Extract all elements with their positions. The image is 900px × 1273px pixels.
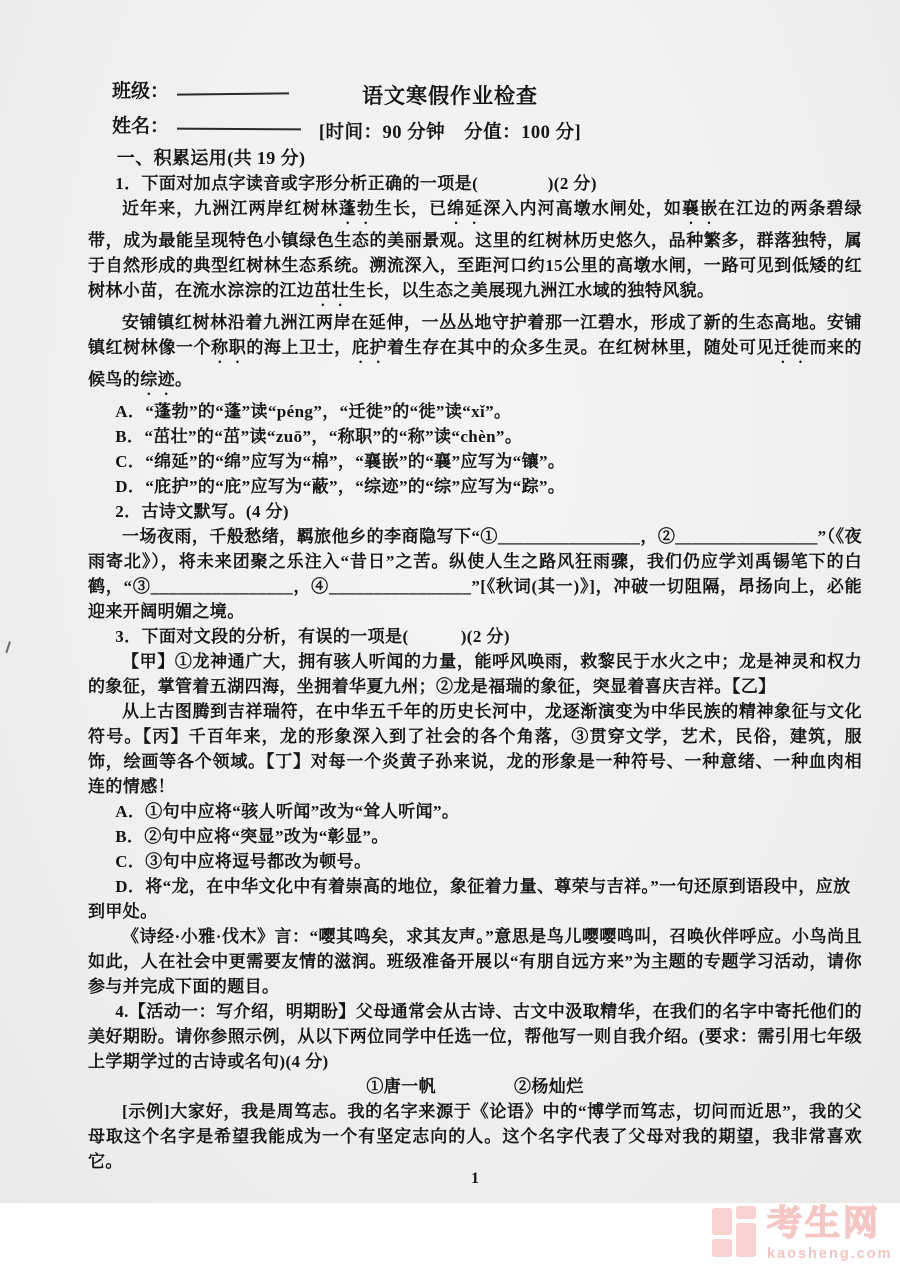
q1-passage-1: 近年来，九洲江两岸红树林蓬勃生长，已绵延深入内河高墩水闸处，如襄嵌在江边的两条碧绿带，成为最能呈现特色小镇绿色生态的美丽景观。这里的红树林历史悠久，品种繁多，群落独特，属于自然形成的典型红树林生态系统。溯流深入，至距河口约15公里的高墩水闸，一路可见到低矮的红树林小苗，在流水淙淙的江边茁壮生长，以生态之美展现九洲江水域的独特风貌。 bbox=[88, 199, 862, 300]
kaosheng-logo-icon bbox=[712, 1206, 758, 1258]
q2-body: 一场夜雨，千般愁绪，羁旅他乡的李商隐写下“①________________，②________________”（《夜雨寄北》），将未来团聚之乐注入“昔日”之苦。纵使人生之路风狂雨骤，我们仍应学刘禹锡笔下的白鹤，“③________________，④________________”[《秋词(其一)》]，冲破一切阻隔，昂扬向上，必能迎来开阔明媚之境。 bbox=[88, 527, 862, 621]
q3-option-c: C．③句中应将逗号都改为顿号。 bbox=[115, 852, 372, 871]
watermark-text-block bbox=[767, 1206, 893, 1262]
q4-example: [示例]大家好，我是周笃志。我的名字来源于《论语》中的“博学而笃志，切问而近思”，我的父母取这个名字是希望我能成为一个有坚定志向的人。这个名字代表了父母对我的期望，我非常喜欢它。 bbox=[88, 1102, 862, 1171]
q1-option-d: D．“庇护”的“庇”应写为“蔽”，“综迹”的“综”应写为“踪”。 bbox=[115, 477, 566, 496]
q1-option-c: C．“绵延”的“绵”应写为“棉”，“襄嵌”的“襄”应写为“镶”。 bbox=[115, 452, 566, 471]
scan-artifact-mark bbox=[5, 641, 15, 655]
q3-option-d: D．将“龙，在中华文化中有着崇高的地位，象征着力量、尊荣与吉祥。”一句还原到语段中，应放到甲处。 bbox=[88, 877, 851, 921]
page-number: 1 bbox=[471, 1170, 479, 1187]
watermark-domain: kaosheng.com bbox=[767, 1246, 893, 1262]
q4-stem: 4.【活动一：写介绍，明期盼】父母通常会从古诗、古文中汲取精华，在我们的名字中寄托他们的美好期盼。请你参照示例，从以下两位同学中任选一位，帮他写一则自我介绍。(要求：需引用七年级上学期学过的古诗或名句)(4 分) bbox=[88, 1002, 862, 1071]
name-label: 姓名： bbox=[112, 116, 170, 137]
section-heading: 一、积累运用(共 19 分) bbox=[116, 148, 306, 168]
q3-stem: 3．下面对文段的分析，有误的一项是( )(2 分) bbox=[115, 627, 510, 646]
kaosheng-watermark bbox=[712, 1206, 893, 1262]
paper-time-score-meta: [时间：90 分钟 分值：100 分] bbox=[318, 123, 582, 143]
q3-passage-p2: 从上古图腾到吉祥瑞符，在中华五千年的历史长河中，龙逐渐演变为中华民族的精神象征与文化符号。【丙】千百年来，龙的形象深入到了社会的各个角落，③贯穿文学，艺术，民俗，建筑，服饰，绘画等各个领域。【丁】对每一个炎黄子孙来说，龙的形象是一种符号、一种意绪、一种血肉相连的情感！ bbox=[88, 702, 862, 796]
q3-option-a: A．①句中应将“骇人听闻”改为“耸人听闻”。 bbox=[115, 802, 460, 821]
paper-header bbox=[0, 80, 900, 144]
paper-title: 语文寒假作业检查 bbox=[362, 84, 538, 108]
q4-name-choice-1: ①唐一帆 bbox=[366, 1077, 436, 1096]
q1-stem: 1．下面对加点字读音或字形分析正确的一项是( )(2 分) bbox=[115, 174, 597, 193]
q3-passage-p1: 【甲】①龙神通广大，拥有骇人听闻的力量，能呼风唤雨，救黎民于水火之中；龙是神灵和权力的象征，掌管着五湖四海，坐拥着华夏九州；②龙是福瑞的象征，突显着喜庆吉祥。【乙】 bbox=[88, 652, 862, 696]
class-label: 班级： bbox=[112, 81, 170, 102]
q2-stem: 2．古诗文默写。(4 分) bbox=[115, 502, 289, 521]
q1-option-a: A．“蓬勃”的“蓬”读“péng”，“迁徙”的“徙”读“xǐ”。 bbox=[115, 402, 512, 421]
q3-option-b: B．②句中应将“突显”改为“彰显”。 bbox=[115, 827, 389, 846]
q1-option-b: B．“茁壮”的“茁”读“zuō”，“称职”的“称”读“chèn”。 bbox=[115, 427, 523, 446]
q4-name-choice-2: ②杨灿烂 bbox=[514, 1077, 584, 1096]
activity-intro: 《诗经·小雅·伐木》言：“嘤其鸣矣，求其友声。”意思是鸟儿嘤嘤鸣叫，召唤伙伴呼应。小鸟尚且如此，人在社会中更需要友情的滋润。班级准备开展以“有朋自远方来”为主题的专题学习活动，请你参与并完成下面的题目。 bbox=[88, 927, 862, 996]
q4-name-choices bbox=[88, 1074, 862, 1099]
q1-passage-2: 安铺镇红树林沿着九洲江两岸在延伸，一丛丛地守护着那一江碧水，形成了新的生态高地。安铺镇红树林像一个称职的海上卫士，庇护着生存在其中的众多生灵。在红树林里，随处可见迁徙而来的候鸟的综迹。 bbox=[88, 313, 862, 389]
watermark-site-name: 考生网 bbox=[767, 1204, 882, 1243]
paper-body bbox=[88, 146, 862, 1174]
